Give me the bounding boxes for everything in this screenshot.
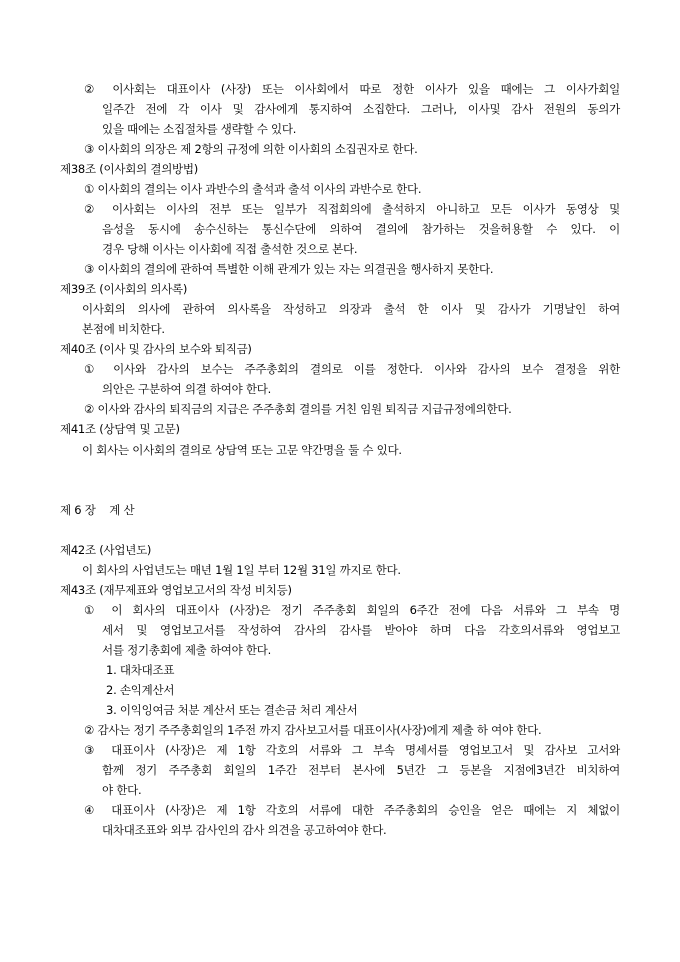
article42-body: 이 회사의 사업년도는 매년 1월 1일 부터 12월 31일 까지로 한다. <box>82 563 401 577</box>
article43-list-item3: 3. 이익잉여금 처분 계산서 또는 결손금 처리 계산서 <box>106 703 358 717</box>
article40-paragraph1-line2: 의안은 구분하여 의결 하여야 한다. <box>102 382 272 396</box>
article38-paragraph2-line3: 경우 당해 이사는 이사회에 직접 출석한 것으로 본다. <box>102 242 358 256</box>
article38-paragraph2-line2: 음성을 동시에 송수신하는 통신수단에 의하여 결의에 참가하는 것을허용할 수 있다. 이 <box>102 222 620 236</box>
article43-paragraph1-line3: 서를 정기총회에 제출 하여야 한다. <box>102 643 272 657</box>
article43-paragraph3-line3: 야 한다. <box>102 783 142 797</box>
article38-paragraph3: ③ 이사회의 결의에 관하여 특별한 이해 관계가 있는 자는 의결권을 행사하지 못한다. <box>84 262 494 276</box>
article37-paragraph3: ③ 이사회의 의장은 제 2항의 규정에 의한 이사회의 소집권자로 한다. <box>84 142 418 156</box>
article39-title: 제39조 (이사회의 의사록) <box>60 282 188 296</box>
article38-paragraph2-line1: ② 이사회는 이사의 전부 또는 일부가 직접회의에 출석하지 아니하고 모든 이사가 동영상 및 <box>84 202 620 216</box>
article37-paragraph2-line2: 일주간 전에 각 이사 및 감사에게 통지하여 소집한다. 그러나, 이사및 감사 전원의 동의가 <box>102 102 620 116</box>
article39-body-line1: 이사회의 의사에 관하여 의사록을 작성하고 의장과 출석 한 이사 및 감사가 기명날인 하여 <box>82 302 620 316</box>
article40-paragraph2: ② 이사와 감사의 퇴직금의 지급은 주주총회 결의를 거친 임원 퇴직금 지급규정에의한다. <box>84 402 512 416</box>
article43-paragraph3-line1: ③ 대표이사 (사장)은 제 1항 각호의 서류와 그 부속 명세서를 영업보고서 및 감사보 고서와 <box>84 743 620 757</box>
article43-list-item2: 2. 손익계산서 <box>106 683 175 697</box>
article41-body: 이 회사는 이사회의 결의로 상담역 또는 고문 약간명을 둘 수 있다. <box>82 443 402 457</box>
article43-paragraph1-line1: ① 이 회사의 대표이사 (사장)은 정기 주주총회 회일의 6주간 전에 다음 서류와 그 부속 명 <box>84 603 620 617</box>
article43-paragraph4-line2: 대차대조표와 외부 감사인의 감사 의견을 공고하여야 한다. <box>102 823 387 837</box>
article37-paragraph2-line3: 있을 때에는 소집절차를 생략할 수 있다. <box>102 122 297 136</box>
article43-title: 제43조 (재무제표와 영업보고서의 작성 비치등) <box>60 583 292 597</box>
article37-paragraph2-line1: ② 이사회는 대표이사 (사장) 또는 이사회에서 따로 정한 이사가 있을 때에는 그 이사가회일 <box>84 82 620 96</box>
article38-paragraph1: ① 이사회의 결의는 이사 과반수의 출석과 출석 이사의 과반수로 한다. <box>84 182 422 196</box>
article38-title: 제38조 (이사회의 결의방법) <box>60 162 199 176</box>
article43-paragraph4-line1: ④ 대표이사 (사장)은 제 1항 각호의 서류에 대한 주주총회의 승인을 얻은 때에는 지 체없이 <box>84 803 620 817</box>
article41-title: 제41조 (상담역 및 고문) <box>60 422 180 436</box>
article43-list-item1: 1. 대차대조표 <box>106 663 175 677</box>
chapter6-title: 제 6 장 계 산 <box>60 503 135 517</box>
article40-title: 제40조 (이사 및 감사의 보수와 퇴직금) <box>60 342 252 356</box>
article42-title: 제42조 (사업년도) <box>60 543 152 557</box>
article43-paragraph1-line2: 세서 및 영업보고서를 작성하여 감사의 감사를 받아야 하며 다음 각호의서류와 영업보고 <box>102 623 620 637</box>
article40-paragraph1-line1: ① 이사와 감사의 보수는 주주총회의 결의로 이를 정한다. 이사와 감사의 보수 결정을 위한 <box>84 362 620 376</box>
article43-paragraph2: ② 감사는 정기 주주총회일의 1주전 까지 감사보고서를 대표이사(사장)에게 제출 하 여야 한다. <box>84 723 542 737</box>
article43-paragraph3-line2: 함께 정기 주주총회 회일의 1주간 전부터 본사에 5년간 그 등본을 지점에3년간 비치하여 <box>102 763 620 777</box>
article39-body-line2: 본점에 비치한다. <box>82 322 165 336</box>
